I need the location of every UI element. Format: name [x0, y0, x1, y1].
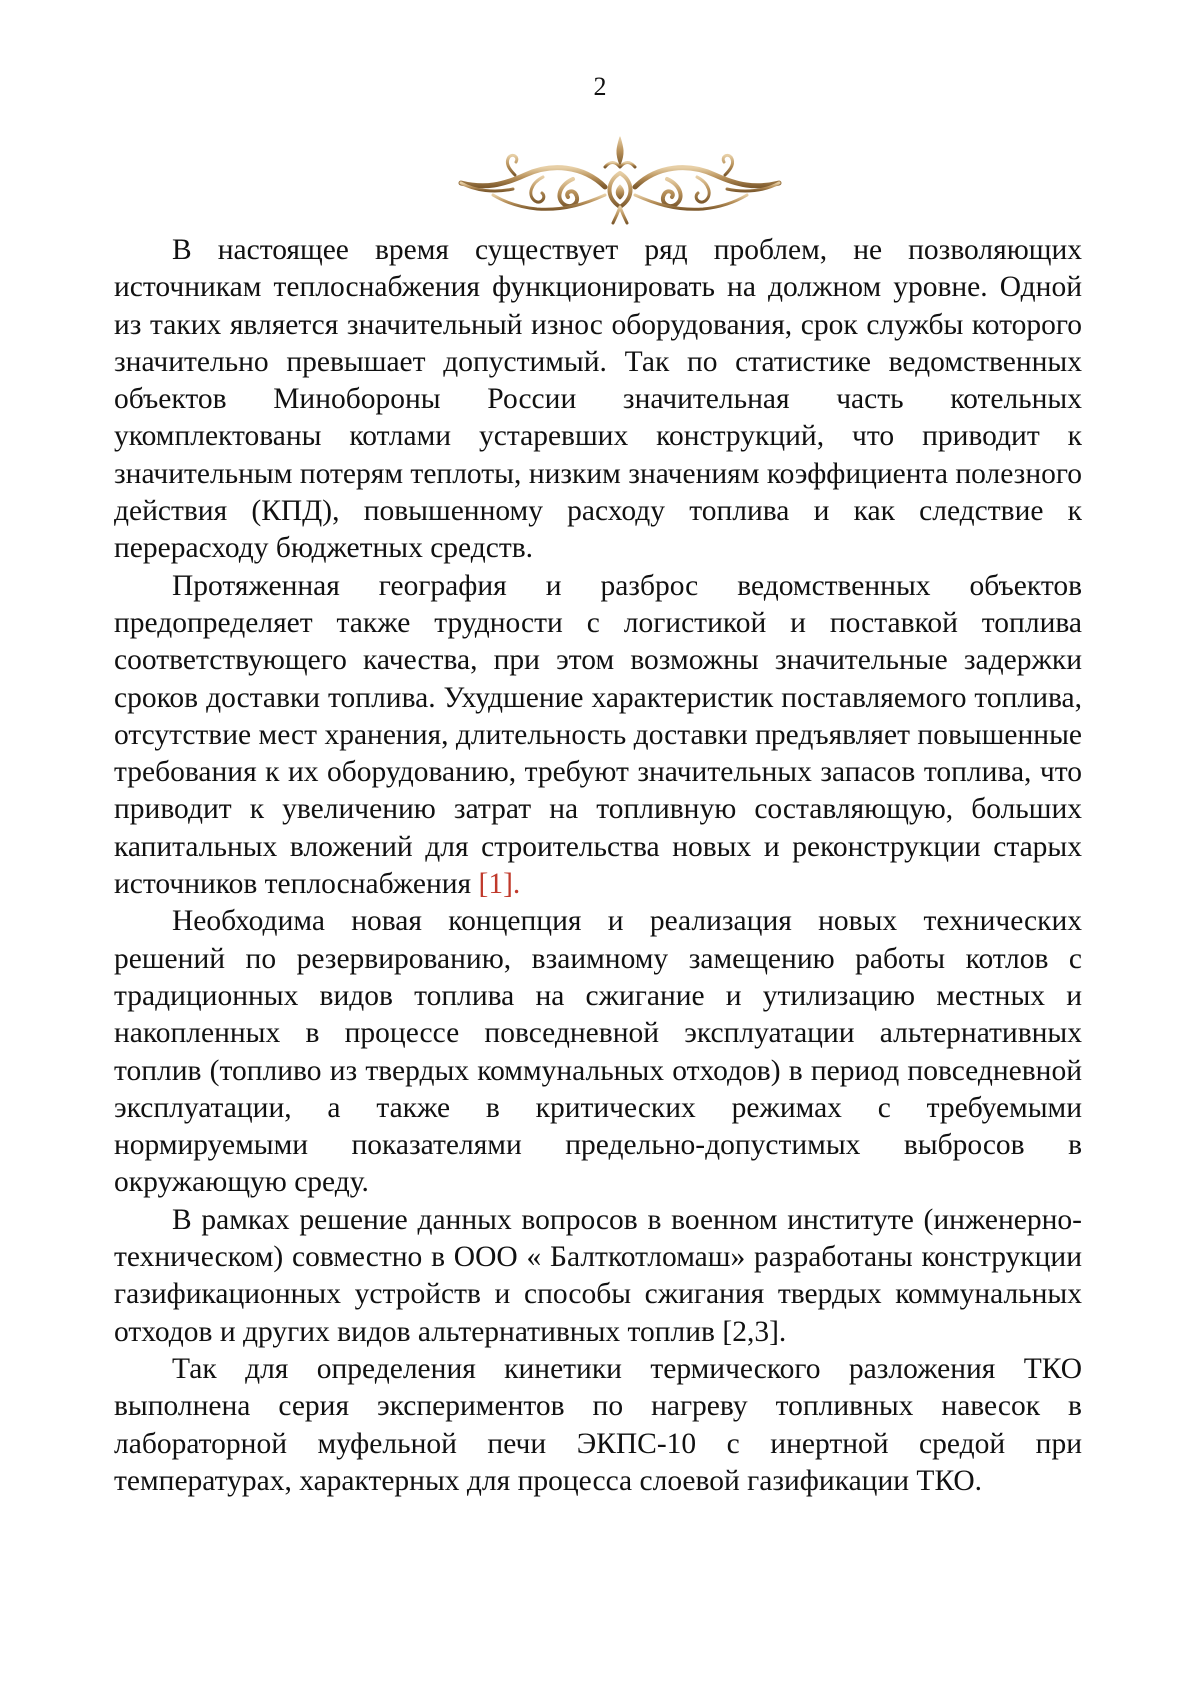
gold-scroll-ornament-icon [455, 135, 785, 230]
paragraph-text: Необходима новая концепция и реализация новых технических решений по резервированию, взаимному замещению работы котлов с традиционных видов топлива на сжигание и утилизацию местных и накопленных в процессе повседневной эксплуатации альтернативных топлив (топливо из твердых коммунальных отходов) в период повседневной эксплуатации, а также в критических режимах с требуемыми нормируемыми показателями предельно-допустимых выбросов в окружающую среду. [114, 905, 1082, 1199]
paragraph-text: В настоящее время существует ряд проблем, не позволяющих источникам теплоснабжения функционировать на должном уровне. Одной из таких является значительный износ оборудования, срок службы которого значительно превышает допустимый. Так по статистике ведомственных объектов Минобороны России значительная часть котельных укомплектованы котлами устаревших конструкций, что приводит к значительным потерям теплоты, низким значениям коэффициента полезного действия (КПД), повышенному расходу топлива и как следствие к перерасходу бюджетных средств. [114, 234, 1082, 565]
page-number: 2 [593, 72, 607, 101]
paragraph-text: В рамках решение данных вопросов в военном институте (инженерно-техническом) совместно в ООО « Балткотломаш» разработаны конструкции газификационных устройств и способы сжигания твердых коммунальных отходов и других видов альтернативных топлив [2,3]. [114, 1203, 1082, 1348]
paragraph-text: Протяженная география и разброс ведомственных объектов предопределяет также трудности с логистикой и поставкой топлива соответствующего качества, при этом возможны значительные задержки сроков доставки топлива. Ухудшение характеристик поставляемого топлива, отсутствие мест хранения, длительность доставки предъявляет повышенные требования к их оборудованию, требуют значительных запасов топлива, что приводит к увеличению затрат на топливную составляющую, больших капитальных вложений для строительства новых и реконструкции старых источников теплоснабжения [114, 569, 1082, 901]
paragraph-5 [114, 1351, 1082, 1500]
reference-link[interactable]: [1]. [478, 868, 521, 901]
paragraph-3 [114, 903, 1082, 1201]
paragraph-1 [114, 232, 1082, 568]
body-text [114, 232, 1082, 1500]
paragraph-text: Так для определения кинетики термического разложения ТКО выполнена серия экспериментов по нагреву топливных навесок в лабораторной муфельной печи ЭКПС-10 с инертной средой при температурах, характерных для процесса слоевой газификации ТКО. [114, 1352, 1082, 1497]
paragraph-4 [114, 1202, 1082, 1351]
paragraph-2 [114, 568, 1082, 904]
